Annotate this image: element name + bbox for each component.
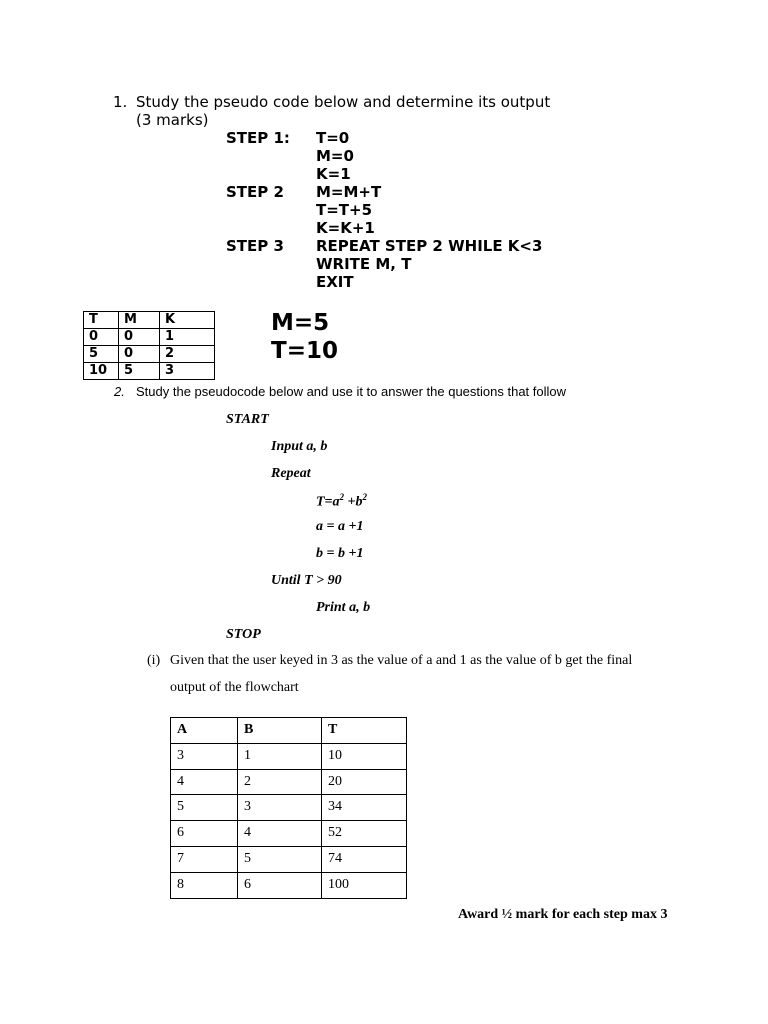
- table-cell: 6: [238, 872, 322, 898]
- step3-label: STEP 3: [226, 237, 284, 255]
- step1-line: K=1: [316, 165, 351, 183]
- table-header-cell: M: [119, 312, 160, 329]
- table-row: [171, 769, 407, 795]
- step1-line: T=0: [316, 129, 350, 147]
- q1-answer-t: T=10: [271, 338, 338, 364]
- part-i-label: (i): [147, 653, 161, 668]
- table-row: [171, 821, 407, 847]
- table-cell: 1: [238, 743, 322, 769]
- step1-line: M=0: [316, 147, 354, 165]
- table-cell: 0: [119, 329, 160, 346]
- formula-part: +b: [344, 494, 363, 510]
- table-header-cell: B: [238, 718, 322, 744]
- part-i-question-cont: output of the flowchart: [170, 680, 299, 695]
- q1-trace-table: [83, 311, 215, 380]
- table-cell: 20: [322, 769, 407, 795]
- table-header-row: [171, 718, 407, 744]
- table-cell: 74: [322, 846, 407, 872]
- table-cell: 4: [171, 769, 238, 795]
- q1-answer-m: M=5: [271, 310, 330, 336]
- table-cell: 5: [84, 346, 119, 363]
- table-cell: 7: [171, 846, 238, 872]
- table-cell: 5: [171, 795, 238, 821]
- q2-heading: Study the pseudocode below and use it to answer the questions that follow: [136, 384, 567, 399]
- table-cell: 0: [84, 329, 119, 346]
- table-cell: 8: [171, 872, 238, 898]
- table-cell: 100: [322, 872, 407, 898]
- table-cell: 3: [238, 795, 322, 821]
- step2-label: STEP 2: [226, 183, 284, 201]
- table-header-cell: K: [160, 312, 215, 329]
- pseudo-b-increment: b = b +1: [316, 546, 364, 561]
- pseudo-until: Until T > 90: [271, 573, 342, 588]
- pseudo-repeat: Repeat: [271, 466, 311, 481]
- table-cell: 2: [160, 346, 215, 363]
- table-cell: 10: [322, 743, 407, 769]
- table-row: [171, 872, 407, 898]
- part-i-question: Given that the user keyed in 3 as the value of a and 1 as the value of b get the final: [170, 653, 633, 668]
- table-row: [84, 329, 215, 346]
- step2-line: M=M+T: [316, 183, 382, 201]
- table-cell: 34: [322, 795, 407, 821]
- table-cell: 3: [160, 363, 215, 380]
- pseudo-print: Print a, b: [316, 600, 371, 615]
- table-cell: 5: [119, 363, 160, 380]
- step3-line: REPEAT STEP 2 WHILE K<3: [316, 237, 543, 255]
- pseudo-stop: STOP: [226, 627, 261, 642]
- pseudo-start: START: [226, 412, 269, 427]
- table-row: [171, 743, 407, 769]
- step2-line: K=K+1: [316, 219, 375, 237]
- table-row: [84, 363, 215, 380]
- q1-marks: (3 marks): [136, 111, 209, 129]
- step3-line: WRITE M, T: [316, 255, 412, 273]
- exponent: 2: [362, 492, 368, 502]
- exponent: 2: [339, 492, 345, 502]
- formula-part: T=a: [316, 494, 340, 510]
- table-row: [171, 846, 407, 872]
- table-row: [171, 795, 407, 821]
- table-header-row: [84, 312, 215, 329]
- table-cell: 10: [84, 363, 119, 380]
- step2-line: T=T+5: [316, 201, 373, 219]
- table-cell: 0: [119, 346, 160, 363]
- award-note: Award ½ mark for each step max 3: [458, 907, 668, 922]
- q2-trace-table: [170, 717, 407, 899]
- table-cell: 6: [171, 821, 238, 847]
- pseudo-a-increment: a = a +1: [316, 519, 364, 534]
- table-cell: 4: [238, 821, 322, 847]
- table-row: [84, 346, 215, 363]
- table-header-cell: T: [84, 312, 119, 329]
- q1-prompt: Study the pseudo code below and determine its output: [136, 93, 551, 111]
- table-header-cell: A: [171, 718, 238, 744]
- table-header-cell: T: [322, 718, 407, 744]
- pseudo-input: Input a, b: [271, 439, 328, 454]
- q2-number: 2.: [114, 384, 125, 399]
- table-cell: 52: [322, 821, 407, 847]
- step1-label: STEP 1:: [226, 129, 290, 147]
- table-cell: 5: [238, 846, 322, 872]
- step3-line: EXIT: [316, 273, 354, 291]
- table-cell: 2: [238, 769, 322, 795]
- table-cell: 1: [160, 329, 215, 346]
- q1-number: 1.: [113, 93, 128, 111]
- table-cell: 3: [171, 743, 238, 769]
- pseudo-formula: [316, 492, 367, 511]
